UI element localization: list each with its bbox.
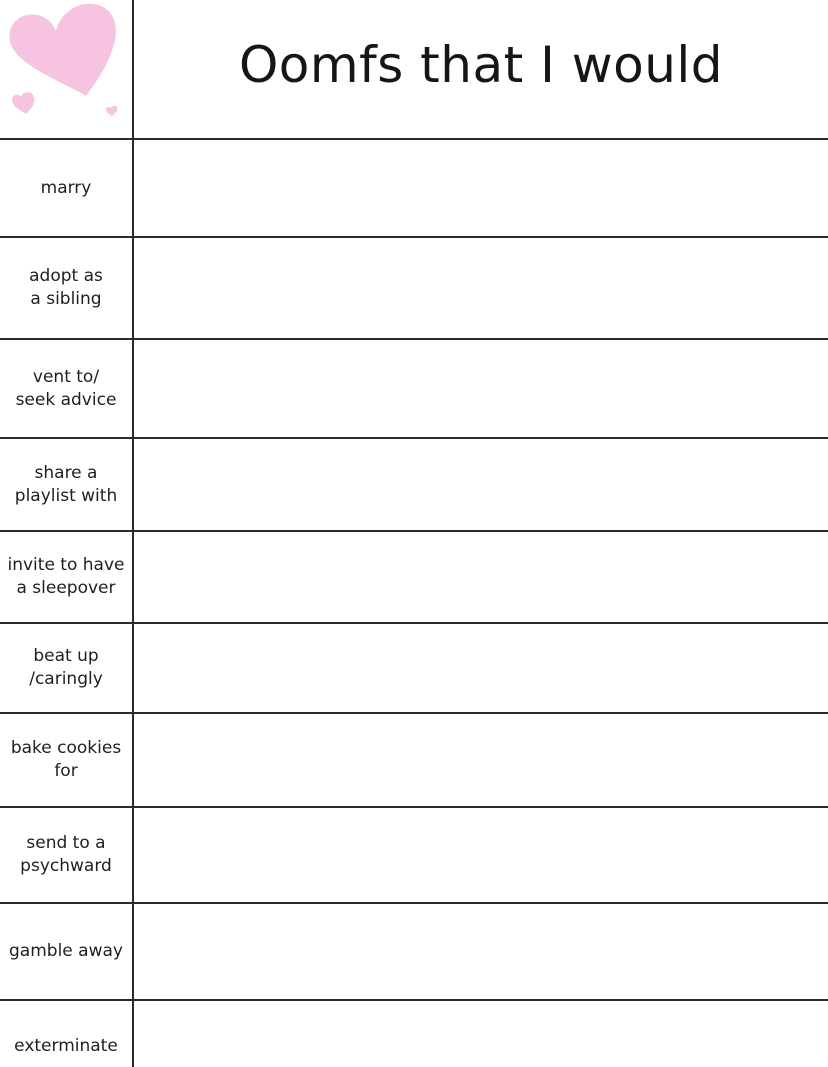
table-row	[0, 238, 828, 338]
tiny-heart-icon	[106, 106, 117, 116]
row-cell	[134, 532, 828, 622]
row-cell	[134, 238, 828, 338]
row-label-exterminate: exterminate	[14, 1035, 118, 1056]
row-cell	[134, 714, 828, 806]
page-title: Oomfs that I would	[238, 35, 724, 94]
table-row	[0, 340, 828, 437]
large-heart-icon	[9, 4, 116, 96]
small-heart-icon	[12, 92, 35, 114]
table-row	[0, 904, 828, 999]
row-label-playlist: share a playlist with	[14, 462, 118, 506]
row-label-gamble: gamble away	[9, 941, 123, 961]
row-cell	[134, 439, 828, 530]
row-cell	[134, 904, 828, 999]
row-label-psychward: send to a psychward	[20, 833, 112, 876]
row-cell	[134, 808, 828, 902]
row-label-cookies: bake cookies for	[10, 738, 122, 781]
row-cell	[134, 1001, 828, 1067]
table-row	[0, 1001, 828, 1067]
row-label-sleepover: invite to have a sleepover	[7, 555, 125, 598]
row-cell	[134, 340, 828, 437]
row-label-vent: vent to/ seek advice	[15, 366, 117, 410]
row-label-marry: marry	[40, 177, 92, 198]
row-cell	[134, 140, 828, 236]
hearts-decoration	[8, 0, 128, 130]
header	[0, 0, 828, 139]
table-row	[0, 140, 828, 236]
table-row	[0, 439, 828, 530]
table-row	[0, 808, 828, 902]
table-row	[0, 532, 828, 622]
table-row	[0, 624, 828, 712]
row-label-beat-up: beat up /caringly	[29, 646, 103, 689]
table-row	[0, 714, 828, 806]
row-cell	[134, 624, 828, 712]
row-label-adopt: adopt as a sibling	[29, 266, 103, 309]
